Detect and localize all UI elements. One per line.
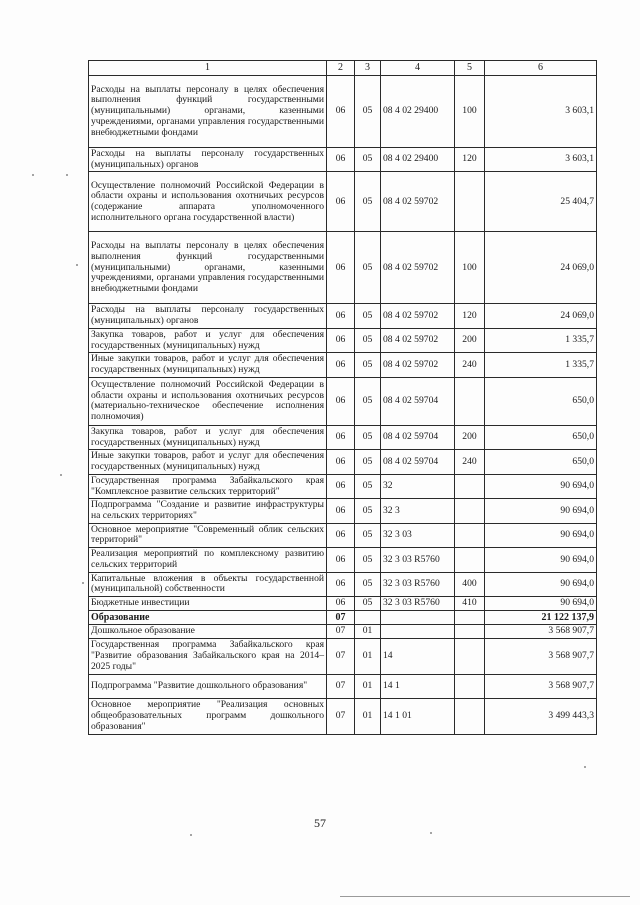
expense-type-cell <box>455 523 485 547</box>
target-article-cell: 32 3 03 R5760 <box>381 597 455 611</box>
amount-cell: 24 069,0 <box>485 232 597 304</box>
target-article-cell: 14 <box>381 638 455 674</box>
target-article-cell: 32 3 03 <box>381 523 455 547</box>
table-row <box>89 148 597 172</box>
target-article-cell: 08 4 02 59702 <box>381 172 455 232</box>
row-name-cell: Закупка товаров, работ и услуг для обеспечения государственных (муниципальных) нужд <box>89 425 327 449</box>
row-name-cell: Подпрограмма "Развитие дошкольного образования" <box>89 674 327 698</box>
expense-type-cell: 240 <box>455 353 485 377</box>
section-code-cell: 06 <box>327 232 355 304</box>
row-name-cell: Образование <box>89 610 327 624</box>
scan-speck <box>32 174 34 176</box>
column-header-3: 3 <box>355 61 381 76</box>
row-name-cell: Основное мероприятие "Современный облик сельских территорий" <box>89 523 327 547</box>
row-name-cell: Подпрограмма "Создание и развитие инфраструктуры на сельских территориях" <box>89 499 327 523</box>
row-name-cell: Иные закупки товаров, работ и услуг для обеспечения государственных (муниципальных) нужд <box>89 450 327 474</box>
amount-cell: 650,0 <box>485 425 597 449</box>
table-row <box>89 638 597 674</box>
scan-speck <box>60 474 62 476</box>
table-row <box>89 353 597 377</box>
section-code-cell: 06 <box>327 377 355 425</box>
amount-cell: 1 335,7 <box>485 353 597 377</box>
amount-cell: 3 568 907,7 <box>485 625 597 639</box>
table-row <box>89 76 597 148</box>
row-name-cell: Осуществление полномочий Российской Федерации в области охраны и использования охотничьих ресурсов (материально-техническое обеспечение исполнения полномочия) <box>89 377 327 425</box>
subsection-code-cell: 05 <box>355 523 381 547</box>
row-name-cell: Дошкольное образование <box>89 625 327 639</box>
amount-cell: 90 694,0 <box>485 548 597 572</box>
expense-type-cell: 100 <box>455 232 485 304</box>
table-row <box>89 597 597 611</box>
table-row <box>89 610 597 624</box>
scan-speck <box>76 264 78 266</box>
table-row <box>89 674 597 698</box>
scan-speck <box>82 582 84 584</box>
target-article-cell: 08 4 02 59702 <box>381 328 455 352</box>
expense-type-cell <box>455 698 485 734</box>
expense-type-cell <box>455 377 485 425</box>
amount-cell: 25 404,7 <box>485 172 597 232</box>
budget-table <box>88 60 597 735</box>
table-row <box>89 377 597 425</box>
row-name-cell: Расходы на выплаты персоналу в целях обеспечения выполнения функций государственными (муниципальными) органами, казенными учреждениями, органами управления государственными внебюджетными фондами <box>89 232 327 304</box>
amount-cell: 90 694,0 <box>485 499 597 523</box>
target-article-cell: 08 4 02 59704 <box>381 450 455 474</box>
expense-type-cell <box>455 638 485 674</box>
expense-type-cell <box>455 499 485 523</box>
section-code-cell: 06 <box>327 597 355 611</box>
scan-speck <box>584 766 586 768</box>
amount-cell: 90 694,0 <box>485 597 597 611</box>
scan-speck <box>66 174 68 176</box>
column-header-6: 6 <box>485 61 597 76</box>
subsection-code-cell: 01 <box>355 638 381 674</box>
target-article-cell: 08 4 02 59702 <box>381 304 455 328</box>
subsection-code-cell: 05 <box>355 232 381 304</box>
subsection-code-cell: 05 <box>355 304 381 328</box>
row-name-cell: Осуществление полномочий Российской Федерации в области охраны и использования охотничьих ресурсов (содержание аппарата уполномоченного исполнительного органа государственной власти) <box>89 172 327 232</box>
expense-type-cell <box>455 610 485 624</box>
expense-type-cell: 200 <box>455 425 485 449</box>
target-article-cell: 08 4 02 59704 <box>381 377 455 425</box>
subsection-code-cell: 05 <box>355 76 381 148</box>
subsection-code-cell <box>355 610 381 624</box>
subsection-code-cell: 05 <box>355 172 381 232</box>
expense-type-cell: 200 <box>455 328 485 352</box>
expense-type-cell: 120 <box>455 148 485 172</box>
section-code-cell: 07 <box>327 698 355 734</box>
target-article-cell: 14 1 01 <box>381 698 455 734</box>
column-header-2: 2 <box>327 61 355 76</box>
row-name-cell: Иные закупки товаров, работ и услуг для обеспечения государственных (муниципальных) нужд <box>89 353 327 377</box>
expense-type-cell: 100 <box>455 76 485 148</box>
section-code-cell: 06 <box>327 450 355 474</box>
amount-cell: 3 568 907,7 <box>485 638 597 674</box>
section-code-cell: 06 <box>327 572 355 596</box>
section-code-cell: 07 <box>327 638 355 674</box>
subsection-code-cell: 05 <box>355 597 381 611</box>
target-article-cell: 08 4 02 59704 <box>381 425 455 449</box>
table-row <box>89 698 597 734</box>
amount-cell: 3 603,1 <box>485 148 597 172</box>
table-row <box>89 523 597 547</box>
expense-type-cell <box>455 172 485 232</box>
target-article-cell <box>381 625 455 639</box>
target-article-cell: 14 1 <box>381 674 455 698</box>
section-code-cell: 06 <box>327 548 355 572</box>
section-code-cell: 07 <box>327 625 355 639</box>
table-row <box>89 625 597 639</box>
table-row <box>89 499 597 523</box>
amount-cell: 24 069,0 <box>485 304 597 328</box>
table-row <box>89 572 597 596</box>
section-code-cell: 06 <box>327 474 355 498</box>
amount-cell: 21 122 137,9 <box>485 610 597 624</box>
amount-cell: 90 694,0 <box>485 572 597 596</box>
subsection-code-cell: 01 <box>355 698 381 734</box>
amount-cell: 3 568 907,7 <box>485 674 597 698</box>
row-name-cell: Капитальные вложения в объекты государственной (муниципальной) собственности <box>89 572 327 596</box>
expense-type-cell <box>455 474 485 498</box>
subsection-code-cell: 05 <box>355 328 381 352</box>
section-code-cell: 07 <box>327 674 355 698</box>
section-code-cell: 06 <box>327 148 355 172</box>
section-code-cell: 06 <box>327 353 355 377</box>
row-name-cell: Государственная программа Забайкальского края "Развитие образования Забайкальского края на 2014–2025 годы" <box>89 638 327 674</box>
row-name-cell: Закупка товаров, работ и услуг для обеспечения государственных (муниципальных) нужд <box>89 328 327 352</box>
table-header-row <box>89 61 597 76</box>
amount-cell: 1 335,7 <box>485 328 597 352</box>
expense-type-cell: 410 <box>455 597 485 611</box>
target-article-cell: 32 3 03 R5760 <box>381 548 455 572</box>
target-article-cell: 08 4 02 59702 <box>381 232 455 304</box>
column-header-4: 4 <box>381 61 455 76</box>
scan-speck <box>190 834 192 836</box>
column-header-5: 5 <box>455 61 485 76</box>
amount-cell: 90 694,0 <box>485 523 597 547</box>
section-code-cell: 06 <box>327 328 355 352</box>
row-name-cell: Государственная программа Забайкальского края "Комплексное развитие сельских территорий" <box>89 474 327 498</box>
page-number: 57 <box>314 816 326 830</box>
amount-cell: 650,0 <box>485 377 597 425</box>
table-row <box>89 232 597 304</box>
subsection-code-cell: 05 <box>355 572 381 596</box>
scan-edge-line <box>340 896 630 897</box>
scan-speck <box>430 832 432 834</box>
section-code-cell: 06 <box>327 76 355 148</box>
subsection-code-cell: 05 <box>355 425 381 449</box>
subsection-code-cell: 05 <box>355 499 381 523</box>
table-row <box>89 450 597 474</box>
section-code-cell: 06 <box>327 304 355 328</box>
expense-type-cell: 120 <box>455 304 485 328</box>
target-article-cell: 32 3 <box>381 499 455 523</box>
subsection-code-cell: 05 <box>355 377 381 425</box>
target-article-cell <box>381 610 455 624</box>
subsection-code-cell: 05 <box>355 474 381 498</box>
table-body <box>89 76 597 735</box>
table-row <box>89 548 597 572</box>
section-code-cell: 07 <box>327 610 355 624</box>
target-article-cell: 08 4 02 29400 <box>381 76 455 148</box>
target-article-cell: 32 3 03 R5760 <box>381 572 455 596</box>
column-header-1: 1 <box>89 61 327 76</box>
row-name-cell: Основное мероприятие "Реализация основных общеобразовательных программ дошкольного образования" <box>89 698 327 734</box>
row-name-cell: Расходы на выплаты персоналу государственных (муниципальных) органов <box>89 148 327 172</box>
subsection-code-cell: 01 <box>355 674 381 698</box>
target-article-cell: 08 4 02 59702 <box>381 353 455 377</box>
expense-type-cell <box>455 674 485 698</box>
row-name-cell: Расходы на выплаты персоналу государственных (муниципальных) органов <box>89 304 327 328</box>
subsection-code-cell: 05 <box>355 548 381 572</box>
target-article-cell: 08 4 02 29400 <box>381 148 455 172</box>
table-row <box>89 172 597 232</box>
expense-type-cell <box>455 548 485 572</box>
table-row <box>89 425 597 449</box>
section-code-cell: 06 <box>327 172 355 232</box>
row-name-cell: Бюджетные инвестиции <box>89 597 327 611</box>
table-row <box>89 328 597 352</box>
subsection-code-cell: 05 <box>355 148 381 172</box>
amount-cell: 650,0 <box>485 450 597 474</box>
row-name-cell: Реализация мероприятий по комплексному развитию сельских территорий <box>89 548 327 572</box>
section-code-cell: 06 <box>327 499 355 523</box>
table-row <box>89 474 597 498</box>
expense-type-cell: 400 <box>455 572 485 596</box>
table-row <box>89 304 597 328</box>
target-article-cell: 32 <box>381 474 455 498</box>
amount-cell: 3 603,1 <box>485 76 597 148</box>
expense-type-cell: 240 <box>455 450 485 474</box>
section-code-cell: 06 <box>327 425 355 449</box>
expense-type-cell <box>455 625 485 639</box>
amount-cell: 90 694,0 <box>485 474 597 498</box>
row-name-cell: Расходы на выплаты персоналу в целях обеспечения выполнения функций государственными (муниципальными) органами, казенными учреждениями, органами управления государственными внебюджетными фондами <box>89 76 327 148</box>
subsection-code-cell: 05 <box>355 353 381 377</box>
subsection-code-cell: 01 <box>355 625 381 639</box>
section-code-cell: 06 <box>327 523 355 547</box>
subsection-code-cell: 05 <box>355 450 381 474</box>
amount-cell: 3 499 443,3 <box>485 698 597 734</box>
